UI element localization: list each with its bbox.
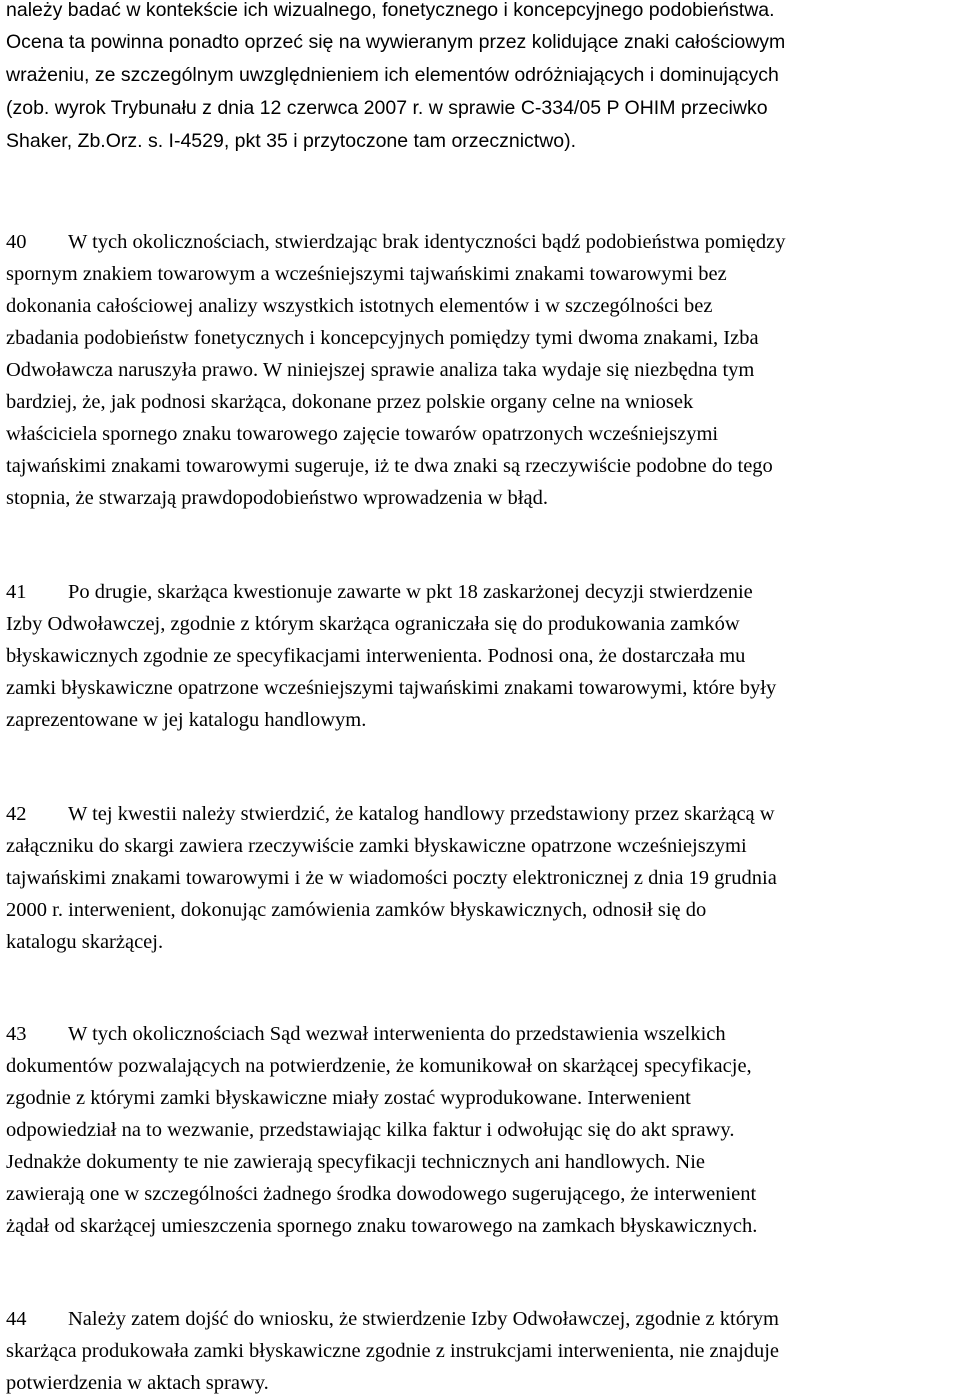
text-line: skarżąca produkowała zamki błyskawiczne zgodnie z instrukcjami interwenienta, nie znajduje	[6, 1340, 779, 1362]
paragraph-number: 40	[6, 231, 27, 253]
text-line: zamki błyskawiczne opatrzone wcześniejszymi tajwańskimi znakami towarowymi, które były	[6, 677, 777, 699]
text-line: załączniku do skargi zawiera rzeczywiście zamki błyskawiczne opatrzone wcześniejszymi	[6, 835, 747, 857]
text-line: zbadania podobieństw fonetycznych i koncepcyjnych pomiędzy tymi dwoma znakami, Izba	[6, 327, 759, 349]
text-line: Ocena ta powinna ponadto oprzeć się na wywieranym przez kolidujące znaki całościowym	[6, 31, 786, 53]
text-line: zgodnie z którymi zamki błyskawiczne miały zostać wyprodukowane. Interwenient	[6, 1087, 691, 1109]
text-line: W tych okolicznościach, stwierdzając brak identyczności bądź podobieństwa pomiędzy	[68, 231, 786, 253]
text-line: Należy zatem dojść do wniosku, że stwierdzenie Izby Odwoławczej, zgodnie z którym	[68, 1308, 779, 1330]
text-line: właściciela spornego znaku towarowego zajęcie towarów opatrzonych wcześniejszymi	[6, 423, 719, 445]
paragraph-number: 41	[6, 581, 27, 603]
paragraph-first-line	[6, 580, 753, 604]
text-line: W tych okolicznościach Sąd wezwał interwenienta do przedstawienia wszelkich	[68, 1023, 726, 1045]
text-line: żądał od skarżącej umieszczenia spornego znaku towarowego na zamkach błyskawicznych.	[6, 1215, 758, 1237]
paragraph-number: 42	[6, 803, 27, 825]
text-line: dokumentów pozwalających na potwierdzenie, że komunikował on skarżącej specyfikacje,	[6, 1055, 752, 1077]
paragraph-first-line	[6, 230, 785, 254]
text-line: zaprezentowane w jej katalogu handlowym.	[6, 709, 367, 731]
text-line: zawierają one w szczególności żadnego środka dowodowego sugerującego, że interwenient	[6, 1183, 757, 1205]
text-line: tajwańskimi znakami towarowymi sugeruje, iż te dwa znaki są rzeczywiście podobne do tego	[6, 455, 773, 477]
text-line: Jednakże dokumenty te nie zawierają specyfikacji technicznych ani handlowych. Nie	[6, 1151, 705, 1173]
text-line: błyskawicznych zgodnie ze specyfikacjami interwenienta. Podnosi ona, że dostarczała mu	[6, 645, 746, 667]
text-line: (zob. wyrok Trybunału z dnia 12 czerwca 2007 r. w sprawie C‑334/05 P OHIM przeciwko	[6, 97, 768, 119]
text-line: Odwoławcza naruszyła prawo. W niniejszej sprawie analiza taka wydaje się niezbędna tym	[6, 359, 755, 381]
paragraph-first-line	[6, 1307, 779, 1331]
text-line: Po drugie, skarżąca kwestionuje zawarte w pkt 18 zaskarżonej decyzji stwierdzenie	[68, 581, 753, 603]
text-line: bardziej, że, jak podnosi skarżąca, dokonane przez polskie organy celne na wniosek	[6, 391, 694, 413]
paragraph-first-line	[6, 802, 775, 826]
text-line: potwierdzenia w aktach sprawy.	[6, 1372, 269, 1394]
paragraph-number: 43	[6, 1023, 27, 1045]
text-line: katalogu skarżącej.	[6, 931, 164, 953]
text-line: odpowiedział na to wezwanie, przedstawiając kilka faktur i odwołując się do akt sprawy.	[6, 1119, 735, 1141]
text-line: Izby Odwoławczej, zgodnie z którym skarżąca ograniczała się do produkowania zamków	[6, 613, 740, 635]
paragraph-number: 44	[6, 1308, 27, 1330]
text-line: spornym znakiem towarowym a wcześniejszymi tajwańskimi znakami towarowymi bez	[6, 263, 727, 285]
text-line: tajwańskimi znakami towarowymi i że w wiadomości poczty elektronicznej z dnia 19 grudnia	[6, 867, 777, 889]
paragraph-first-line	[6, 1022, 726, 1046]
text-line: wrażeniu, ze szczególnym uwzględnieniem ich elementów odróżniających i dominujących	[6, 64, 779, 86]
text-line: dokonania całościowej analizy wszystkich istotnych elementów i w szczególności bez	[6, 295, 713, 317]
text-line: Shaker, Zb.Orz. s. I‑4529, pkt 35 i przytoczone tam orzecznictwo).	[6, 130, 577, 152]
text-line: 2000 r. interwenient, dokonując zamówienia zamków błyskawicznych, odnosił się do	[6, 899, 707, 921]
text-line: należy badać w kontekście ich wizualnego, fonetycznego i koncepcyjnego podobieństwa.	[6, 0, 775, 21]
text-line: W tej kwestii należy stwierdzić, że katalog handlowy przedstawiony przez skarżącą w	[68, 803, 775, 825]
text-line: stopnia, że stwarzają prawdopodobieństwo wprowadzenia w błąd.	[6, 487, 548, 509]
